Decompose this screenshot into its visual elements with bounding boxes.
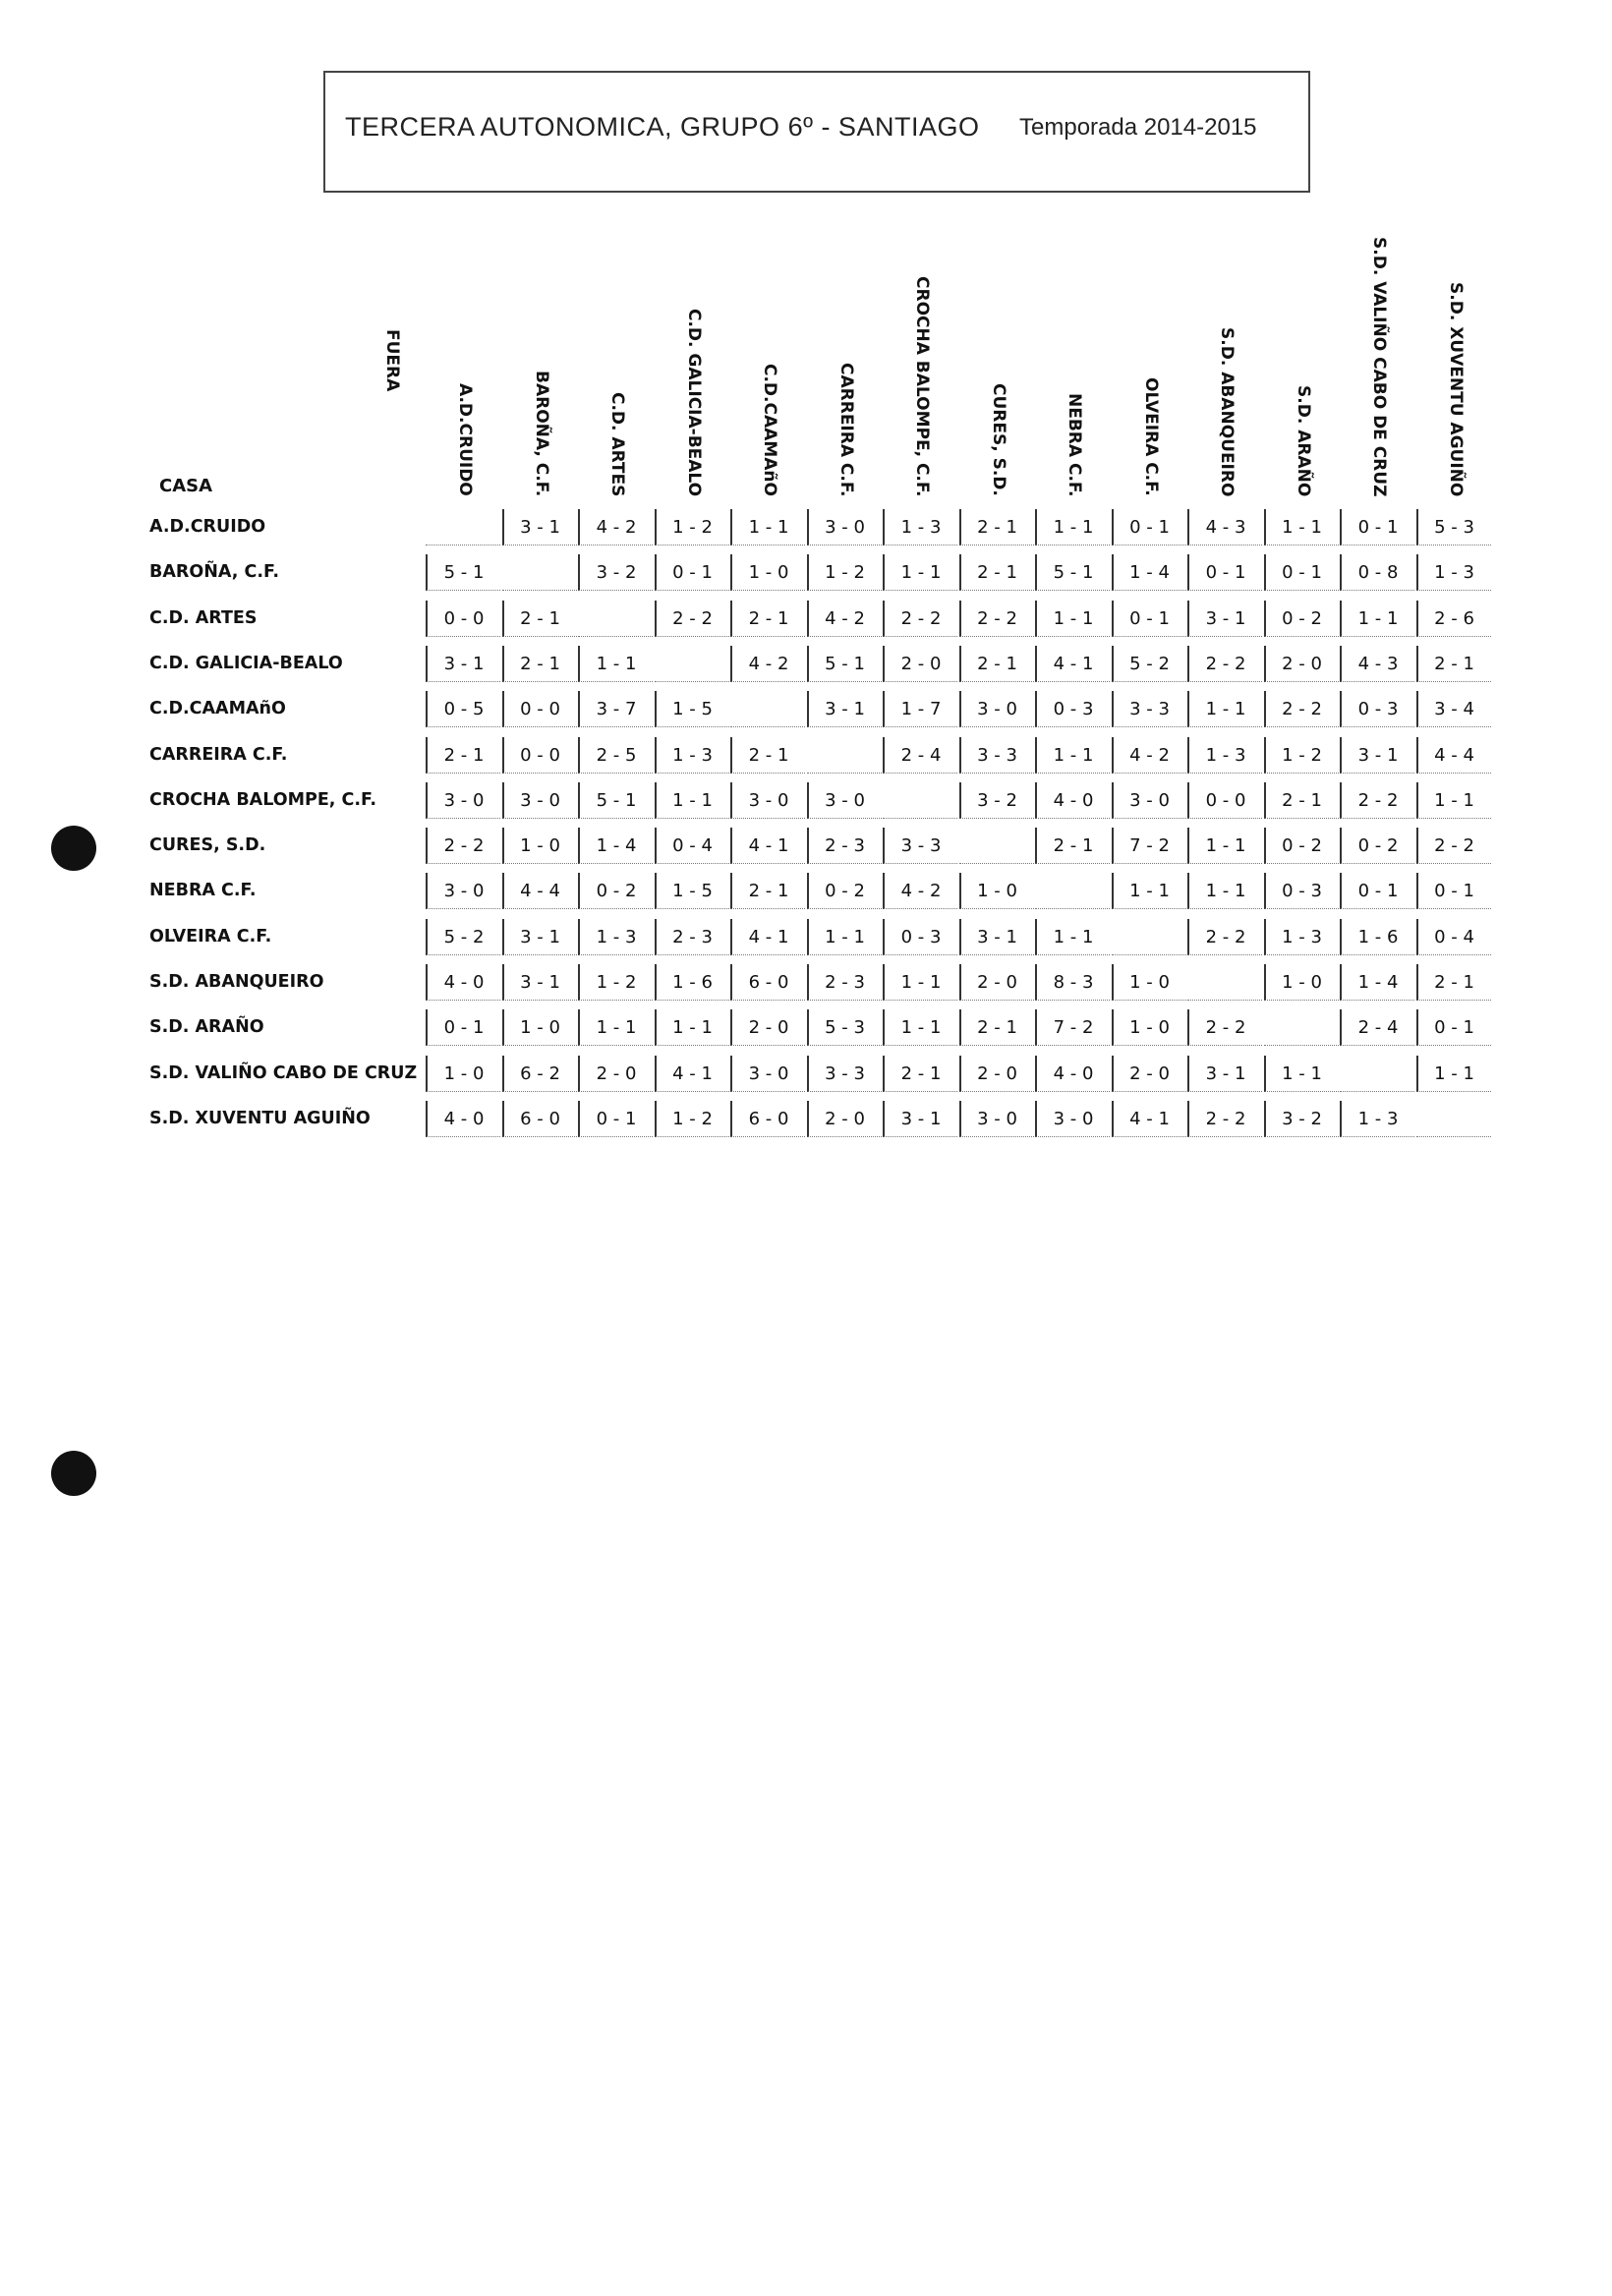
score-cell: 1 - 1 xyxy=(1187,691,1262,727)
row-label: C.D. GALICIA-BEALO xyxy=(149,653,343,673)
score-cell: 2 - 3 xyxy=(807,828,882,864)
score-cell: 0 - 2 xyxy=(1264,828,1339,864)
column-header: BAROÑA, C.F. xyxy=(531,371,551,497)
score-cell: 2 - 1 xyxy=(959,646,1034,682)
score-cell: 1 - 3 xyxy=(578,919,653,955)
score-cell: 4 - 1 xyxy=(730,828,805,864)
score-cell: 4 - 4 xyxy=(502,873,577,909)
score-cell: 1 - 4 xyxy=(1112,554,1186,591)
score-cell: 0 - 4 xyxy=(1416,919,1491,955)
score-cell: 3 - 2 xyxy=(959,782,1034,819)
score-cell: 3 - 0 xyxy=(502,782,577,819)
score-cell: 7 - 2 xyxy=(1112,828,1186,864)
column-header: S.D. XUVENTU AGUIÑO xyxy=(1445,282,1466,497)
score-cell: 1 - 1 xyxy=(1035,919,1110,955)
score-cell: 3 - 1 xyxy=(1187,601,1262,637)
score-cell: 1 - 3 xyxy=(883,509,957,545)
score-cell: 3 - 1 xyxy=(502,964,577,1001)
score-cell: 1 - 1 xyxy=(1112,873,1186,909)
score-cell: 2 - 3 xyxy=(655,919,729,955)
score-cell: 2 - 4 xyxy=(1340,1009,1414,1046)
empty-diagonal-cell xyxy=(730,691,805,727)
score-cell: 1 - 1 xyxy=(1035,509,1110,545)
row-label: BAROÑA, C.F. xyxy=(149,562,280,583)
score-cell: 0 - 8 xyxy=(1340,554,1414,591)
score-cell: 1 - 0 xyxy=(1264,964,1339,1001)
score-cell: 1 - 1 xyxy=(883,1009,957,1046)
empty-diagonal-cell xyxy=(578,601,653,637)
score-cell: 0 - 1 xyxy=(1112,509,1186,545)
score-cell: 2 - 1 xyxy=(1035,828,1110,864)
score-cell: 3 - 1 xyxy=(807,691,882,727)
score-cell: 2 - 1 xyxy=(502,601,577,637)
score-cell: 0 - 1 xyxy=(1340,873,1414,909)
score-cell: 1 - 1 xyxy=(1187,828,1262,864)
score-cell: 3 - 2 xyxy=(578,554,653,591)
score-cell: 0 - 3 xyxy=(1035,691,1110,727)
score-cell: 2 - 1 xyxy=(426,737,500,774)
score-cell: 0 - 2 xyxy=(1340,828,1414,864)
score-cell: 8 - 3 xyxy=(1035,964,1110,1001)
score-cell: 3 - 1 xyxy=(502,509,577,545)
score-cell: 2 - 1 xyxy=(730,873,805,909)
score-cell: 4 - 1 xyxy=(1112,1101,1186,1137)
column-header: S.D. ABANQUEIRO xyxy=(1217,327,1237,497)
score-cell: 2 - 2 xyxy=(655,601,729,637)
score-cell: 2 - 1 xyxy=(883,1056,957,1092)
score-cell: 1 - 2 xyxy=(807,554,882,591)
column-header: A.D.CRUIDO xyxy=(455,383,475,496)
score-cell: 2 - 6 xyxy=(1416,601,1491,637)
score-cell: 1 - 1 xyxy=(655,1009,729,1046)
home-axis-label: CASA xyxy=(159,476,213,496)
column-header: CARREIRA C.F. xyxy=(835,363,856,497)
score-cell: 3 - 7 xyxy=(578,691,653,727)
score-cell: 0 - 0 xyxy=(1187,782,1262,819)
column-header: CURES, S.D. xyxy=(988,383,1008,496)
score-cell: 1 - 4 xyxy=(578,828,653,864)
score-cell: 3 - 0 xyxy=(426,873,500,909)
score-cell: 3 - 1 xyxy=(883,1101,957,1137)
score-cell: 0 - 0 xyxy=(502,691,577,727)
score-cell: 6 - 0 xyxy=(730,964,805,1001)
score-cell: 5 - 1 xyxy=(1035,554,1110,591)
score-cell: 2 - 0 xyxy=(807,1101,882,1137)
score-cell: 4 - 0 xyxy=(1035,782,1110,819)
score-cell: 3 - 1 xyxy=(959,919,1034,955)
score-cell: 1 - 0 xyxy=(730,554,805,591)
score-cell: 1 - 0 xyxy=(502,1009,577,1046)
score-cell: 0 - 0 xyxy=(426,601,500,637)
score-cell: 0 - 3 xyxy=(883,919,957,955)
row-label: CARREIRA C.F. xyxy=(149,744,288,765)
score-cell: 2 - 0 xyxy=(959,964,1034,1001)
score-cell: 2 - 2 xyxy=(1340,782,1414,819)
away-axis-label: FUERA xyxy=(382,329,402,392)
score-cell: 4 - 1 xyxy=(655,1056,729,1092)
score-cell: 2 - 1 xyxy=(1416,646,1491,682)
score-cell: 3 - 0 xyxy=(959,1101,1034,1137)
score-cell: 2 - 0 xyxy=(959,1056,1034,1092)
score-cell: 1 - 2 xyxy=(655,509,729,545)
score-cell: 2 - 1 xyxy=(502,646,577,682)
column-header: CROCHA BALOMPE, C.F. xyxy=(912,276,932,497)
title-box xyxy=(323,71,1310,193)
score-cell: 3 - 0 xyxy=(730,782,805,819)
score-cell: 1 - 1 xyxy=(1416,1056,1491,1092)
score-cell: 1 - 3 xyxy=(1187,737,1262,774)
score-cell: 1 - 1 xyxy=(1035,737,1110,774)
score-cell: 2 - 2 xyxy=(1187,919,1262,955)
score-cell: 1 - 1 xyxy=(883,554,957,591)
score-cell: 0 - 1 xyxy=(1112,601,1186,637)
score-cell: 1 - 4 xyxy=(1340,964,1414,1001)
score-cell: 4 - 0 xyxy=(426,964,500,1001)
binder-hole xyxy=(51,826,96,871)
score-cell: 3 - 3 xyxy=(807,1056,882,1092)
score-cell: 7 - 2 xyxy=(1035,1009,1110,1046)
score-cell: 4 - 2 xyxy=(807,601,882,637)
score-cell: 5 - 3 xyxy=(1416,509,1491,545)
score-cell: 1 - 1 xyxy=(1264,509,1339,545)
column-header: NEBRA C.F. xyxy=(1065,393,1084,497)
empty-diagonal-cell xyxy=(426,509,500,545)
score-cell: 1 - 7 xyxy=(883,691,957,727)
score-cell: 4 - 1 xyxy=(1035,646,1110,682)
score-cell: 1 - 0 xyxy=(1112,1009,1186,1046)
score-cell: 1 - 0 xyxy=(426,1056,500,1092)
score-cell: 5 - 3 xyxy=(807,1009,882,1046)
score-cell: 1 - 0 xyxy=(502,828,577,864)
score-cell: 2 - 1 xyxy=(730,737,805,774)
score-cell: 2 - 2 xyxy=(883,601,957,637)
empty-diagonal-cell xyxy=(807,737,882,774)
score-cell: 2 - 0 xyxy=(730,1009,805,1046)
score-cell: 0 - 0 xyxy=(502,737,577,774)
season-label: Temporada 2014-2015 xyxy=(1019,114,1257,141)
score-cell: 6 - 0 xyxy=(502,1101,577,1137)
score-cell: 5 - 1 xyxy=(578,782,653,819)
score-cell: 4 - 3 xyxy=(1340,646,1414,682)
score-cell: 1 - 2 xyxy=(655,1101,729,1137)
score-cell: 1 - 3 xyxy=(655,737,729,774)
score-cell: 2 - 0 xyxy=(1112,1056,1186,1092)
column-header: OLVEIRA C.F. xyxy=(1140,377,1161,496)
row-label: CURES, S.D. xyxy=(149,835,266,856)
score-cell: 1 - 2 xyxy=(1264,737,1339,774)
score-cell: 4 - 2 xyxy=(883,873,957,909)
score-cell: 1 - 6 xyxy=(1340,919,1414,955)
score-cell: 3 - 4 xyxy=(1416,691,1491,727)
row-label: S.D. ARAÑO xyxy=(149,1017,264,1038)
column-header: S.D. VALIÑO CABO DE CRUZ xyxy=(1369,237,1389,497)
score-cell: 3 - 3 xyxy=(883,828,957,864)
score-cell: 4 - 4 xyxy=(1416,737,1491,774)
score-cell: 0 - 1 xyxy=(426,1009,500,1046)
score-cell: 2 - 1 xyxy=(1416,964,1491,1001)
score-cell: 4 - 3 xyxy=(1187,509,1262,545)
score-cell: 3 - 2 xyxy=(1264,1101,1339,1137)
score-cell: 0 - 2 xyxy=(807,873,882,909)
row-label: A.D.CRUIDO xyxy=(149,517,266,537)
score-cell: 0 - 1 xyxy=(1416,1009,1491,1046)
row-label: NEBRA C.F. xyxy=(149,881,257,901)
empty-diagonal-cell xyxy=(655,646,729,682)
score-cell: 0 - 4 xyxy=(655,828,729,864)
score-cell: 5 - 1 xyxy=(807,646,882,682)
score-cell: 2 - 2 xyxy=(1187,1101,1262,1137)
score-cell: 1 - 3 xyxy=(1340,1101,1414,1137)
score-cell: 5 - 1 xyxy=(426,554,500,591)
column-header: C.D. GALICIA-BEALO xyxy=(683,309,704,497)
score-cell: 2 - 3 xyxy=(807,964,882,1001)
column-header: C.D. ARTES xyxy=(607,392,627,497)
score-cell: 4 - 0 xyxy=(426,1101,500,1137)
score-cell: 1 - 1 xyxy=(578,1009,653,1046)
score-cell: 0 - 1 xyxy=(578,1101,653,1137)
score-cell: 1 - 1 xyxy=(578,646,653,682)
empty-diagonal-cell xyxy=(1264,1009,1339,1046)
score-cell: 2 - 2 xyxy=(426,828,500,864)
document-title: TERCERA AUTONOMICA, GRUPO 6º - SANTIAGO xyxy=(345,112,980,142)
score-cell: 4 - 2 xyxy=(578,509,653,545)
column-header: C.D.CAAMAñO xyxy=(760,364,779,496)
score-cell: 1 - 1 xyxy=(1340,601,1414,637)
score-cell: 1 - 5 xyxy=(655,691,729,727)
score-cell: 3 - 0 xyxy=(730,1056,805,1092)
score-cell: 1 - 0 xyxy=(1112,964,1186,1001)
score-cell: 2 - 2 xyxy=(1187,646,1262,682)
score-cell: 1 - 3 xyxy=(1416,554,1491,591)
score-cell: 0 - 1 xyxy=(1264,554,1339,591)
score-cell: 2 - 0 xyxy=(578,1056,653,1092)
score-cell: 0 - 3 xyxy=(1340,691,1414,727)
empty-diagonal-cell xyxy=(1416,1101,1491,1137)
score-cell: 2 - 0 xyxy=(883,646,957,682)
score-cell: 2 - 5 xyxy=(578,737,653,774)
column-header: S.D. ARAÑO xyxy=(1293,385,1313,497)
empty-diagonal-cell xyxy=(1340,1056,1414,1092)
score-cell: 2 - 2 xyxy=(1187,1009,1262,1046)
score-cell: 2 - 2 xyxy=(959,601,1034,637)
score-cell: 3 - 3 xyxy=(959,737,1034,774)
score-cell: 0 - 2 xyxy=(578,873,653,909)
score-cell: 3 - 3 xyxy=(1112,691,1186,727)
score-cell: 0 - 1 xyxy=(655,554,729,591)
score-cell: 0 - 1 xyxy=(1340,509,1414,545)
empty-diagonal-cell xyxy=(883,782,957,819)
score-cell: 3 - 0 xyxy=(807,782,882,819)
score-cell: 5 - 2 xyxy=(1112,646,1186,682)
score-cell: 3 - 0 xyxy=(1112,782,1186,819)
row-label: S.D. VALIÑO CABO DE CRUZ xyxy=(149,1062,418,1083)
score-cell: 1 - 1 xyxy=(1416,782,1491,819)
score-cell: 1 - 1 xyxy=(730,509,805,545)
score-cell: 2 - 4 xyxy=(883,737,957,774)
score-cell: 3 - 0 xyxy=(807,509,882,545)
score-cell: 3 - 0 xyxy=(959,691,1034,727)
empty-diagonal-cell xyxy=(959,828,1034,864)
score-cell: 4 - 2 xyxy=(1112,737,1186,774)
score-cell: 3 - 1 xyxy=(1187,1056,1262,1092)
score-cell: 1 - 1 xyxy=(883,964,957,1001)
score-cell: 3 - 0 xyxy=(1035,1101,1110,1137)
score-cell: 0 - 5 xyxy=(426,691,500,727)
score-cell: 4 - 0 xyxy=(1035,1056,1110,1092)
score-cell: 2 - 1 xyxy=(959,1009,1034,1046)
score-cell: 2 - 1 xyxy=(1264,782,1339,819)
row-label: OLVEIRA C.F. xyxy=(149,926,272,947)
score-cell: 0 - 2 xyxy=(1264,601,1339,637)
empty-diagonal-cell xyxy=(1035,873,1110,909)
score-cell: 1 - 1 xyxy=(655,782,729,819)
score-cell: 1 - 6 xyxy=(655,964,729,1001)
row-label: C.D. ARTES xyxy=(149,607,258,628)
score-cell: 6 - 2 xyxy=(502,1056,577,1092)
score-cell: 4 - 1 xyxy=(730,919,805,955)
score-cell: 3 - 1 xyxy=(502,919,577,955)
empty-diagonal-cell xyxy=(502,554,577,591)
score-cell: 0 - 1 xyxy=(1187,554,1262,591)
row-label: S.D. XUVENTU AGUIÑO xyxy=(149,1108,371,1128)
row-label: C.D.CAAMAñO xyxy=(149,699,286,719)
score-cell: 3 - 1 xyxy=(426,646,500,682)
score-cell: 3 - 1 xyxy=(1340,737,1414,774)
empty-diagonal-cell xyxy=(1187,964,1262,1001)
score-cell: 6 - 0 xyxy=(730,1101,805,1137)
binder-hole xyxy=(51,1451,96,1496)
score-cell: 2 - 0 xyxy=(1264,646,1339,682)
score-cell: 2 - 1 xyxy=(959,509,1034,545)
empty-diagonal-cell xyxy=(1112,919,1186,955)
score-cell: 2 - 2 xyxy=(1416,828,1491,864)
score-cell: 0 - 1 xyxy=(1416,873,1491,909)
score-cell: 1 - 1 xyxy=(1187,873,1262,909)
score-cell: 0 - 3 xyxy=(1264,873,1339,909)
score-cell: 1 - 2 xyxy=(578,964,653,1001)
score-cell: 1 - 1 xyxy=(1264,1056,1339,1092)
score-cell: 1 - 1 xyxy=(1035,601,1110,637)
score-cell: 4 - 2 xyxy=(730,646,805,682)
score-cell: 1 - 3 xyxy=(1264,919,1339,955)
score-cell: 2 - 2 xyxy=(1264,691,1339,727)
row-label: CROCHA BALOMPE, C.F. xyxy=(149,789,377,810)
score-cell: 5 - 2 xyxy=(426,919,500,955)
score-cell: 1 - 5 xyxy=(655,873,729,909)
score-cell: 3 - 0 xyxy=(426,782,500,819)
row-label: S.D. ABANQUEIRO xyxy=(149,972,324,992)
score-cell: 2 - 1 xyxy=(959,554,1034,591)
score-cell: 1 - 1 xyxy=(807,919,882,955)
score-cell: 2 - 1 xyxy=(730,601,805,637)
score-cell: 1 - 0 xyxy=(959,873,1034,909)
